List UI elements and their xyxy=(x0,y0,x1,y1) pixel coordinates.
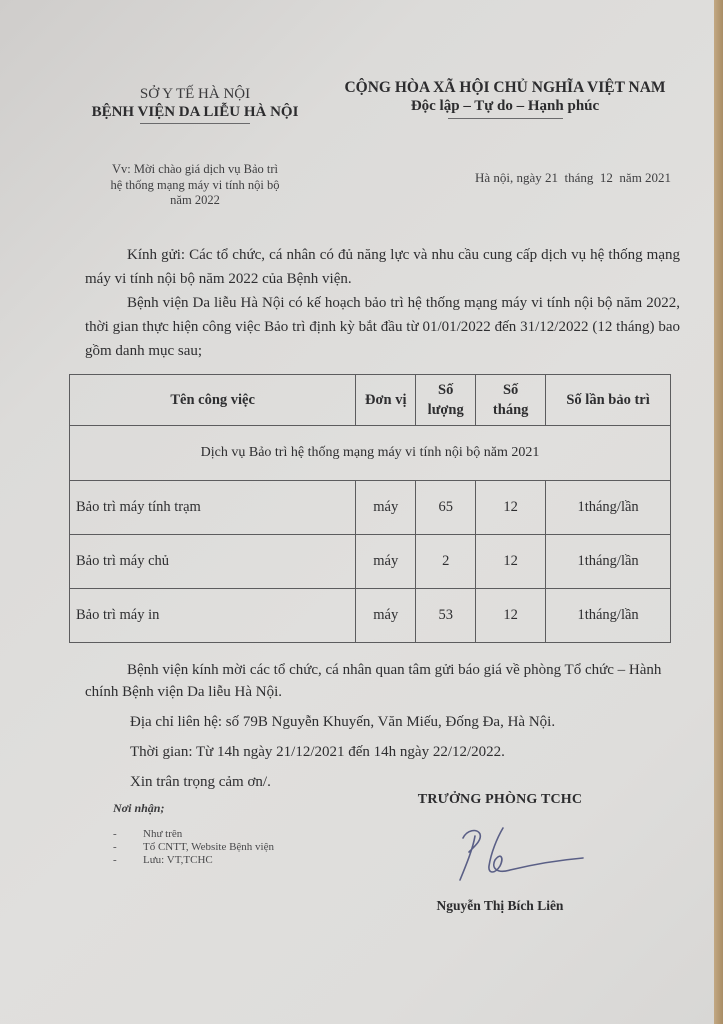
signer-title: TRƯỞNG PHÒNG TCHC xyxy=(417,792,583,807)
recipient-text: Như trên xyxy=(143,828,183,840)
recipients-list xyxy=(113,828,274,867)
table-header-row xyxy=(70,375,671,426)
greeting-paragraph xyxy=(85,243,680,291)
country-name: CỘNG HÒA XÃ HỘI CHỦ NGHĨA VIỆT NAM xyxy=(344,79,666,96)
header-left-underline xyxy=(140,123,250,124)
subject-line xyxy=(70,162,320,209)
department-name: SỞ Y TẾ HÀ NỘI xyxy=(139,86,251,102)
issuer-header xyxy=(70,85,320,124)
section-title: Dịch vụ Bảo trì hệ thống mạng máy vi tính nội bộ năm 2021 xyxy=(70,426,671,481)
cell-unit: máy xyxy=(356,589,416,643)
signature-block xyxy=(385,792,615,914)
recipients-block xyxy=(113,801,274,867)
cell-frequency: 1tháng/lần xyxy=(546,589,671,643)
cell-months: 12 xyxy=(476,535,546,589)
bullet-dash: - xyxy=(113,841,117,853)
recipients-title: Nơi nhận; xyxy=(113,801,165,815)
col-header-unit: Đơn vị xyxy=(356,375,416,426)
list-item xyxy=(113,841,274,854)
submission-time: Thời gian: Từ 14h ngày 21/12/2021 đến 14h ngày 22/12/2022. xyxy=(130,744,505,760)
cell-qty: 65 xyxy=(416,481,476,535)
invitation-text: Bệnh viện kính mời các tổ chức, cá nhân quan tâm gửi báo giá về phòng Tổ chức – Hành chính Bệnh viện Da liễu Hà Nội. xyxy=(85,662,662,700)
national-motto: Độc lập – Tự do – Hạnh phúc xyxy=(410,98,600,114)
table-row xyxy=(70,481,671,535)
col-header-frequency: Số lần bảo trì xyxy=(546,375,671,426)
contact-address: Địa chỉ liên hệ: số 79B Nguyễn Khuyến, Văn Miếu, Đống Đa, Hà Nội. xyxy=(130,714,556,730)
cell-qty: 2 xyxy=(416,535,476,589)
national-header xyxy=(330,78,680,119)
table-row xyxy=(70,589,671,643)
issue-date: Hà nội, ngày 21 tháng 12 năm 2021 xyxy=(475,170,672,185)
header-right-underline xyxy=(448,118,563,119)
signature-icon xyxy=(385,808,615,888)
cell-name: Bảo trì máy tính trạm xyxy=(70,481,356,535)
col-header-months-line2: tháng xyxy=(492,402,529,418)
plan-paragraph xyxy=(85,291,680,363)
closing-section xyxy=(85,659,680,793)
col-header-months xyxy=(476,375,546,426)
work-items-table xyxy=(69,374,671,643)
table-surface-edge xyxy=(714,0,723,1024)
table-row xyxy=(70,535,671,589)
subject-line-1: Vv: Mời chào giá dịch vụ Bảo trì xyxy=(112,162,278,176)
cell-frequency: 1tháng/lần xyxy=(546,535,671,589)
cell-name: Bảo trì máy chủ xyxy=(70,535,356,589)
list-item xyxy=(113,828,274,841)
col-header-qty-line2: lượng xyxy=(427,402,464,418)
recipient-text: Tổ CNTT, Website Bệnh viện xyxy=(143,841,274,853)
cell-unit: máy xyxy=(356,481,416,535)
cell-frequency: 1tháng/lần xyxy=(546,481,671,535)
cell-months: 12 xyxy=(476,589,546,643)
col-header-months-line1: Số xyxy=(502,382,519,398)
cell-name: Bảo trì máy in xyxy=(70,589,356,643)
col-header-qty xyxy=(416,375,476,426)
bullet-dash: - xyxy=(113,828,117,840)
handwritten-signature xyxy=(385,808,615,878)
greeting-text: Kính gửi: Các tổ chức, cá nhân có đủ năng lực và nhu cầu cung cấp dịch vụ hệ thống mạng máy vi tính nội bộ năm 2022 của Bệnh viện. xyxy=(85,247,680,287)
thanks-text: Xin trân trọng cảm ơn/. xyxy=(130,774,271,790)
col-header-qty-line1: Số xyxy=(438,382,454,398)
recipient-text: Lưu: VT,TCHC xyxy=(143,854,213,866)
bullet-dash: - xyxy=(113,854,117,866)
table-section-row xyxy=(70,426,671,481)
hospital-name: BỆNH VIỆN DA LIỄU HÀ NỘI xyxy=(91,104,299,120)
col-header-name: Tên công việc xyxy=(70,375,356,426)
subject-line-2: hệ thống mạng máy vi tính nội bộ xyxy=(110,177,280,192)
cell-unit: máy xyxy=(356,535,416,589)
signer-name: Nguyễn Thị Bích Liên xyxy=(436,898,564,913)
cell-months: 12 xyxy=(476,481,546,535)
subject-line-3: năm 2022 xyxy=(170,193,220,207)
plan-text: Bệnh viện Da liễu Hà Nội có kế hoạch bảo trì hệ thống mạng máy vi tính nội bộ năm 2022, thời gian thực hiện công việc Bảo trì định kỳ bắt đầu từ 01/01/2022 đến 31/12/2022 (12 tháng) bao gồm danh mục sau; xyxy=(85,295,680,359)
cell-qty: 53 xyxy=(416,589,476,643)
list-item xyxy=(113,854,274,867)
